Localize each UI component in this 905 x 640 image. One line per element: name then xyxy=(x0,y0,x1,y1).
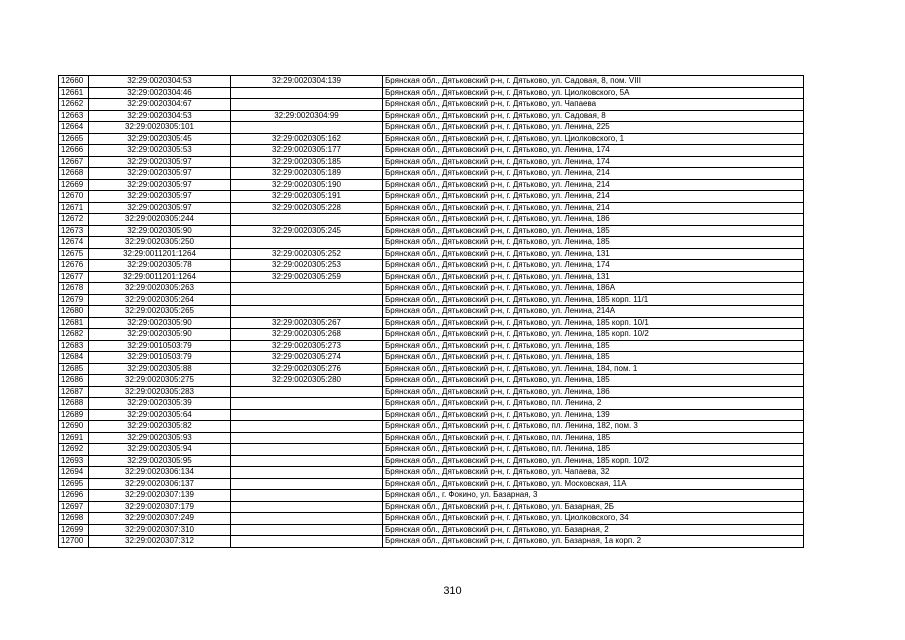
related-cadastral-number-cell: 32:29:0020305:190 xyxy=(231,179,383,191)
related-cadastral-number-cell: 32:29:0020305:273 xyxy=(231,340,383,352)
address-cell: Брянская обл., Дятьковский р-н, г. Дятьково, ул. Ленина, 174 xyxy=(383,156,804,168)
address-cell: Брянская обл., Дятьковский р-н, г. Дятьково, ул. Ленина, 185 xyxy=(383,237,804,249)
table-row xyxy=(59,87,804,99)
address-cell: Брянская обл., Дятьковский р-н, г. Дятьково, ул. Ленина, 214А xyxy=(383,306,804,318)
related-cadastral-number-cell: 32:29:0020305:252 xyxy=(231,248,383,260)
table-row xyxy=(59,214,804,226)
address-cell: Брянская обл., Дятьковский р-н, г. Дятьково, ул. Ленина, 139 xyxy=(383,409,804,421)
table-row xyxy=(59,306,804,318)
row-number-cell: 12700 xyxy=(59,536,89,548)
address-cell: Брянская обл., Дятьковский р-н, г. Дятьково, ул. Базарная, 2Б xyxy=(383,501,804,513)
related-cadastral-number-cell: 32:29:0020305:274 xyxy=(231,352,383,364)
address-cell: Брянская обл., Дятьковский р-н, г. Дятьково, ул. Ленина, 186 xyxy=(383,386,804,398)
related-cadastral-number-cell xyxy=(231,283,383,295)
address-cell: Брянская обл., Дятьковский р-н, г. Дятьково, ул. Ленина, 131 xyxy=(383,271,804,283)
address-cell: Брянская обл., Дятьковский р-н, г. Дятьково, ул. Садовая, 8, пом. VIII xyxy=(383,76,804,88)
address-cell: Брянская обл., Дятьковский р-н, г. Дятьково, ул. Циолковского, 34 xyxy=(383,513,804,525)
table-row xyxy=(59,340,804,352)
cadastral-number-cell: 32:29:0020305:265 xyxy=(89,306,231,318)
table-row xyxy=(59,122,804,134)
related-cadastral-number-cell xyxy=(231,421,383,433)
cadastral-number-cell: 32:29:0011201:1264 xyxy=(89,271,231,283)
cadastral-number-cell: 32:29:0020305:94 xyxy=(89,444,231,456)
table-row xyxy=(59,225,804,237)
address-cell: Брянская обл., Дятьковский р-н, г. Дятьково, пл. Ленина, 185 xyxy=(383,444,804,456)
row-number-cell: 12674 xyxy=(59,237,89,249)
row-number-cell: 12677 xyxy=(59,271,89,283)
row-number-cell: 12671 xyxy=(59,202,89,214)
related-cadastral-number-cell: 32:29:0020305:276 xyxy=(231,363,383,375)
row-number-cell: 12665 xyxy=(59,133,89,145)
table-row xyxy=(59,398,804,410)
cadastral-number-cell: 32:29:0020305:82 xyxy=(89,421,231,433)
address-cell: Брянская обл., Дятьковский р-н, г. Дятьково, ул. Чапаева, 32 xyxy=(383,467,804,479)
cadastral-number-cell: 32:29:0020307:179 xyxy=(89,501,231,513)
row-number-cell: 12672 xyxy=(59,214,89,226)
table-row xyxy=(59,179,804,191)
table-row xyxy=(59,110,804,122)
cadastral-number-cell: 32:29:0020305:90 xyxy=(89,329,231,341)
row-number-cell: 12678 xyxy=(59,283,89,295)
related-cadastral-number-cell: 32:29:0020304:139 xyxy=(231,76,383,88)
related-cadastral-number-cell: 32:29:0020305:228 xyxy=(231,202,383,214)
table-row xyxy=(59,283,804,295)
cadastral-number-cell: 32:29:0020304:67 xyxy=(89,99,231,111)
row-number-cell: 12698 xyxy=(59,513,89,525)
cadastral-number-cell: 32:29:0020305:101 xyxy=(89,122,231,134)
cadastral-number-cell: 32:29:0020304:46 xyxy=(89,87,231,99)
cadastral-number-cell: 32:29:0020305:263 xyxy=(89,283,231,295)
cadastral-number-cell: 32:29:0010503:79 xyxy=(89,352,231,364)
address-cell: Брянская обл., Дятьковский р-н, г. Дятьково, ул. Ленина, 185 xyxy=(383,352,804,364)
row-number-cell: 12667 xyxy=(59,156,89,168)
related-cadastral-number-cell xyxy=(231,306,383,318)
related-cadastral-number-cell xyxy=(231,409,383,421)
cadastral-number-cell: 32:29:0020305:95 xyxy=(89,455,231,467)
related-cadastral-number-cell xyxy=(231,432,383,444)
table-row xyxy=(59,467,804,479)
table-row xyxy=(59,455,804,467)
related-cadastral-number-cell xyxy=(231,237,383,249)
cadastral-number-cell: 32:29:0020305:264 xyxy=(89,294,231,306)
address-cell: Брянская обл., Дятьковский р-н, г. Дятьково, ул. Базарная, 1а корп. 2 xyxy=(383,536,804,548)
cadastral-table xyxy=(58,75,804,548)
related-cadastral-number-cell xyxy=(231,536,383,548)
table-row xyxy=(59,294,804,306)
address-cell: Брянская обл., Дятьковский р-н, г. Дятьково, ул. Ленина, 131 xyxy=(383,248,804,260)
cadastral-number-cell: 32:29:0020305:97 xyxy=(89,179,231,191)
cadastral-number-cell: 32:29:0020305:97 xyxy=(89,191,231,203)
address-cell: Брянская обл., Дятьковский р-н, г. Дятьково, ул. Ленина, 214 xyxy=(383,191,804,203)
address-cell: Брянская обл., Дятьковский р-н, г. Дятьково, ул. Ленина, 174 xyxy=(383,145,804,157)
address-cell: Брянская обл., Дятьковский р-н, г. Дятьково, ул. Ленина, 185 корп. 10/2 xyxy=(383,455,804,467)
address-cell: Брянская обл., Дятьковский р-н, г. Дятьково, ул. Ленина, 185 xyxy=(383,225,804,237)
row-number-cell: 12690 xyxy=(59,421,89,433)
table-row xyxy=(59,513,804,525)
related-cadastral-number-cell xyxy=(231,467,383,479)
address-cell: Брянская обл., Дятьковский р-н, г. Дятьково, пл. Ленина, 182, пом. 3 xyxy=(383,421,804,433)
row-number-cell: 12699 xyxy=(59,524,89,536)
related-cadastral-number-cell: 32:29:0020305:280 xyxy=(231,375,383,387)
address-cell: Брянская обл., Дятьковский р-н, г. Дятьково, ул. Чапаева xyxy=(383,99,804,111)
table-row xyxy=(59,145,804,157)
cadastral-number-cell: 32:29:0020305:93 xyxy=(89,432,231,444)
related-cadastral-number-cell xyxy=(231,122,383,134)
address-cell: Брянская обл., Дятьковский р-н, г. Дятьково, ул. Ленина, 185 xyxy=(383,375,804,387)
row-number-cell: 12691 xyxy=(59,432,89,444)
cadastral-table-body xyxy=(59,76,804,548)
table-row xyxy=(59,156,804,168)
cadastral-number-cell: 32:29:0020305:244 xyxy=(89,214,231,226)
address-cell: Брянская обл., Дятьковский р-н, г. Дятьково, ул. Ленина, 184, пом. 1 xyxy=(383,363,804,375)
row-number-cell: 12663 xyxy=(59,110,89,122)
address-cell: Брянская обл., Дятьковский р-н, г. Дятьково, ул. Циолковского, 1 xyxy=(383,133,804,145)
address-cell: Брянская обл., Дятьковский р-н, г. Дятьково, ул. Ленина, 186А xyxy=(383,283,804,295)
address-cell: Брянская обл., Дятьковский р-н, г. Дятьково, ул. Садовая, 8 xyxy=(383,110,804,122)
table-row xyxy=(59,133,804,145)
related-cadastral-number-cell: 32:29:0020305:268 xyxy=(231,329,383,341)
address-cell: Брянская обл., Дятьковский р-н, г. Дятьково, ул. Ленина, 214 xyxy=(383,168,804,180)
address-cell: Брянская обл., Дятьковский р-н, г. Дятьково, ул. Ленина, 214 xyxy=(383,179,804,191)
address-cell: Брянская обл., Дятьковский р-н, г. Дятьково, ул. Циолковского, 5А xyxy=(383,87,804,99)
table-row xyxy=(59,76,804,88)
related-cadastral-number-cell: 32:29:0020305:185 xyxy=(231,156,383,168)
related-cadastral-number-cell: 32:29:0020305:177 xyxy=(231,145,383,157)
row-number-cell: 12661 xyxy=(59,87,89,99)
row-number-cell: 12676 xyxy=(59,260,89,272)
related-cadastral-number-cell xyxy=(231,87,383,99)
table-row xyxy=(59,536,804,548)
row-number-cell: 12666 xyxy=(59,145,89,157)
cadastral-number-cell: 32:29:0020305:97 xyxy=(89,156,231,168)
table-row xyxy=(59,501,804,513)
row-number-cell: 12687 xyxy=(59,386,89,398)
cadastral-number-cell: 32:29:0020305:97 xyxy=(89,168,231,180)
table-row xyxy=(59,432,804,444)
table-row xyxy=(59,271,804,283)
cadastral-number-cell: 32:29:0020305:53 xyxy=(89,145,231,157)
row-number-cell: 12686 xyxy=(59,375,89,387)
row-number-cell: 12682 xyxy=(59,329,89,341)
address-cell: Брянская обл., Дятьковский р-н, г. Дятьково, ул. Ленина, 214 xyxy=(383,202,804,214)
row-number-cell: 12660 xyxy=(59,76,89,88)
cadastral-number-cell: 32:29:0020305:90 xyxy=(89,225,231,237)
cadastral-number-cell: 32:29:0020306:137 xyxy=(89,478,231,490)
related-cadastral-number-cell: 32:29:0020305:259 xyxy=(231,271,383,283)
page-number: 310 xyxy=(443,585,462,597)
row-number-cell: 12696 xyxy=(59,490,89,502)
row-number-cell: 12692 xyxy=(59,444,89,456)
related-cadastral-number-cell xyxy=(231,478,383,490)
address-cell: Брянская обл., Дятьковский р-н, г. Дятьково, пл. Ленина, 2 xyxy=(383,398,804,410)
cadastral-number-cell: 32:29:0020307:312 xyxy=(89,536,231,548)
table-row xyxy=(59,478,804,490)
related-cadastral-number-cell: 32:29:0020305:191 xyxy=(231,191,383,203)
cadastral-number-cell: 32:29:0020307:249 xyxy=(89,513,231,525)
cadastral-number-cell: 32:29:0020306:134 xyxy=(89,467,231,479)
address-cell: Брянская обл., Дятьковский р-н, г. Дятьково, ул. Ленина, 185 xyxy=(383,340,804,352)
table-row xyxy=(59,386,804,398)
row-number-cell: 12675 xyxy=(59,248,89,260)
table-row xyxy=(59,99,804,111)
table-row xyxy=(59,260,804,272)
cadastral-number-cell: 32:29:0020305:283 xyxy=(89,386,231,398)
table-row xyxy=(59,444,804,456)
table-row xyxy=(59,191,804,203)
address-cell: Брянская обл., г. Фокино, ул. Базарная, 3 xyxy=(383,490,804,502)
row-number-cell: 12670 xyxy=(59,191,89,203)
cadastral-number-cell: 32:29:0020305:45 xyxy=(89,133,231,145)
table-row xyxy=(59,168,804,180)
cadastral-number-cell: 32:29:0020305:64 xyxy=(89,409,231,421)
table-row xyxy=(59,421,804,433)
row-number-cell: 12684 xyxy=(59,352,89,364)
row-number-cell: 12673 xyxy=(59,225,89,237)
cadastral-number-cell: 32:29:0020307:139 xyxy=(89,490,231,502)
table-row xyxy=(59,317,804,329)
related-cadastral-number-cell xyxy=(231,99,383,111)
address-cell: Брянская обл., Дятьковский р-н, г. Дятьково, ул. Базарная, 2 xyxy=(383,524,804,536)
table-row xyxy=(59,524,804,536)
address-cell: Брянская обл., Дятьковский р-н, г. Дятьково, пл. Ленина, 185 xyxy=(383,432,804,444)
related-cadastral-number-cell xyxy=(231,398,383,410)
related-cadastral-number-cell: 32:29:0020305:267 xyxy=(231,317,383,329)
row-number-cell: 12680 xyxy=(59,306,89,318)
cadastral-number-cell: 32:29:0020307:310 xyxy=(89,524,231,536)
row-number-cell: 12689 xyxy=(59,409,89,421)
cadastral-number-cell: 32:29:0020305:90 xyxy=(89,317,231,329)
cadastral-number-cell: 32:29:0020305:250 xyxy=(89,237,231,249)
table-row xyxy=(59,490,804,502)
row-number-cell: 12694 xyxy=(59,467,89,479)
cadastral-number-cell: 32:29:0010503:79 xyxy=(89,340,231,352)
table-row xyxy=(59,363,804,375)
related-cadastral-number-cell: 32:29:0020305:162 xyxy=(231,133,383,145)
row-number-cell: 12683 xyxy=(59,340,89,352)
address-cell: Брянская обл., Дятьковский р-н, г. Дятьково, ул. Ленина, 185 корп. 10/1 xyxy=(383,317,804,329)
row-number-cell: 12669 xyxy=(59,179,89,191)
related-cadastral-number-cell: 32:29:0020305:253 xyxy=(231,260,383,272)
related-cadastral-number-cell xyxy=(231,490,383,502)
row-number-cell: 12662 xyxy=(59,99,89,111)
row-number-cell: 12693 xyxy=(59,455,89,467)
related-cadastral-number-cell xyxy=(231,294,383,306)
related-cadastral-number-cell xyxy=(231,524,383,536)
related-cadastral-number-cell: 32:29:0020305:189 xyxy=(231,168,383,180)
related-cadastral-number-cell xyxy=(231,444,383,456)
address-cell: Брянская обл., Дятьковский р-н, г. Дятьково, ул. Московская, 11А xyxy=(383,478,804,490)
row-number-cell: 12668 xyxy=(59,168,89,180)
related-cadastral-number-cell xyxy=(231,214,383,226)
row-number-cell: 12688 xyxy=(59,398,89,410)
cadastral-number-cell: 32:29:0020305:275 xyxy=(89,375,231,387)
cadastral-number-cell: 32:29:0020304:53 xyxy=(89,110,231,122)
row-number-cell: 12664 xyxy=(59,122,89,134)
row-number-cell: 12697 xyxy=(59,501,89,513)
address-cell: Брянская обл., Дятьковский р-н, г. Дятьково, ул. Ленина, 174 xyxy=(383,260,804,272)
cadastral-number-cell: 32:29:0020305:39 xyxy=(89,398,231,410)
related-cadastral-number-cell xyxy=(231,386,383,398)
table-row xyxy=(59,409,804,421)
address-cell: Брянская обл., Дятьковский р-н, г. Дятьково, ул. Ленина, 225 xyxy=(383,122,804,134)
cadastral-number-cell: 32:29:0020304:53 xyxy=(89,76,231,88)
table-row xyxy=(59,202,804,214)
address-cell: Брянская обл., Дятьковский р-н, г. Дятьково, ул. Ленина, 186 xyxy=(383,214,804,226)
related-cadastral-number-cell xyxy=(231,513,383,525)
related-cadastral-number-cell xyxy=(231,501,383,513)
table-row xyxy=(59,329,804,341)
address-cell: Брянская обл., Дятьковский р-н, г. Дятьково, ул. Ленина, 185 корп. 11/1 xyxy=(383,294,804,306)
table-row xyxy=(59,375,804,387)
row-number-cell: 12681 xyxy=(59,317,89,329)
table-row xyxy=(59,352,804,364)
cadastral-number-cell: 32:29:0020305:78 xyxy=(89,260,231,272)
related-cadastral-number-cell xyxy=(231,455,383,467)
cadastral-number-cell: 32:29:0011201:1264 xyxy=(89,248,231,260)
related-cadastral-number-cell: 32:29:0020304:99 xyxy=(231,110,383,122)
table-row xyxy=(59,237,804,249)
address-cell: Брянская обл., Дятьковский р-н, г. Дятьково, ул. Ленина, 185 корп. 10/2 xyxy=(383,329,804,341)
row-number-cell: 12685 xyxy=(59,363,89,375)
related-cadastral-number-cell: 32:29:0020305:245 xyxy=(231,225,383,237)
row-number-cell: 12695 xyxy=(59,478,89,490)
table-row xyxy=(59,248,804,260)
cadastral-number-cell: 32:29:0020305:97 xyxy=(89,202,231,214)
cadastral-number-cell: 32:29:0020305:88 xyxy=(89,363,231,375)
row-number-cell: 12679 xyxy=(59,294,89,306)
